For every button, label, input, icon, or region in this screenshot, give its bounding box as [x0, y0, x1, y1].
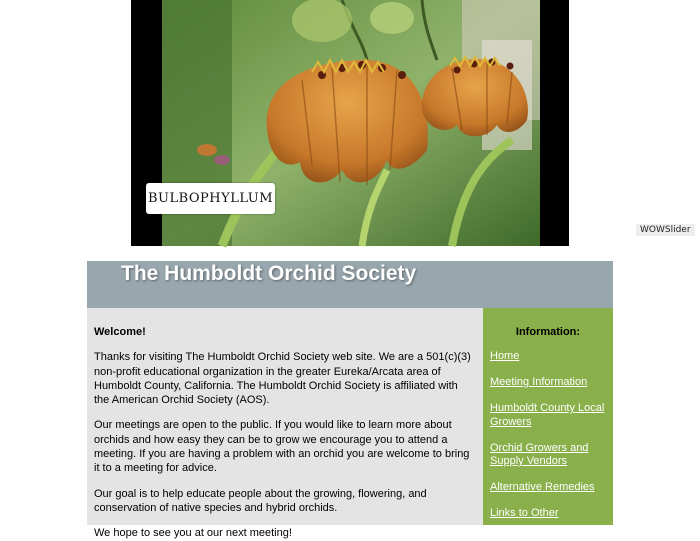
closing-paragraph: We hope to see you at our next meeting! — [94, 527, 292, 540]
alternative-remedies-link[interactable]: Alternative Remedies — [490, 481, 595, 493]
sidebar-links — [490, 350, 613, 521]
home-link[interactable]: Home — [490, 350, 520, 362]
growers-vendors-link[interactable]: Orchid Growers and Supply Vendors — [490, 441, 589, 467]
welcome-heading: Welcome! — [94, 326, 146, 338]
slider-badge: WOWSlider — [636, 224, 695, 236]
meetings-paragraph: Our meetings are open to the public. If you would like to learn more about orchids and how easy they can be to grow we encourage you to attend a meeting. If you are having a problem with an orchid you are welcome to bring it to a meeting for advice. — [94, 419, 470, 475]
info-sidebar — [483, 308, 613, 525]
meeting-information-link[interactable]: Meeting Information — [490, 376, 588, 388]
site-title: The Humboldt Orchid Society — [121, 262, 417, 285]
main-content — [87, 308, 483, 540]
sidebar-title: Information: — [515, 326, 581, 338]
goal-paragraph: Our goal is to help educate people about the growing, flowering, and conservation of native species and hybrid orchids. — [94, 487, 427, 514]
local-growers-link[interactable]: Humboldt County Local Growers — [490, 402, 605, 428]
site-header — [87, 261, 613, 308]
links-to-other-link[interactable]: Links to Other — [490, 507, 559, 519]
slide-caption: BULBOPHYLLUM — [146, 183, 275, 214]
intro-paragraph: Thanks for visiting The Humboldt Orchid Society web site. We are a 501(c)(3) non-profit educational organization in the greater Eureka/Arcata area of Humboldt County, California. The Humboldt Orchid Society is affiliated with the American Orchid Society (AOS). — [94, 351, 471, 407]
